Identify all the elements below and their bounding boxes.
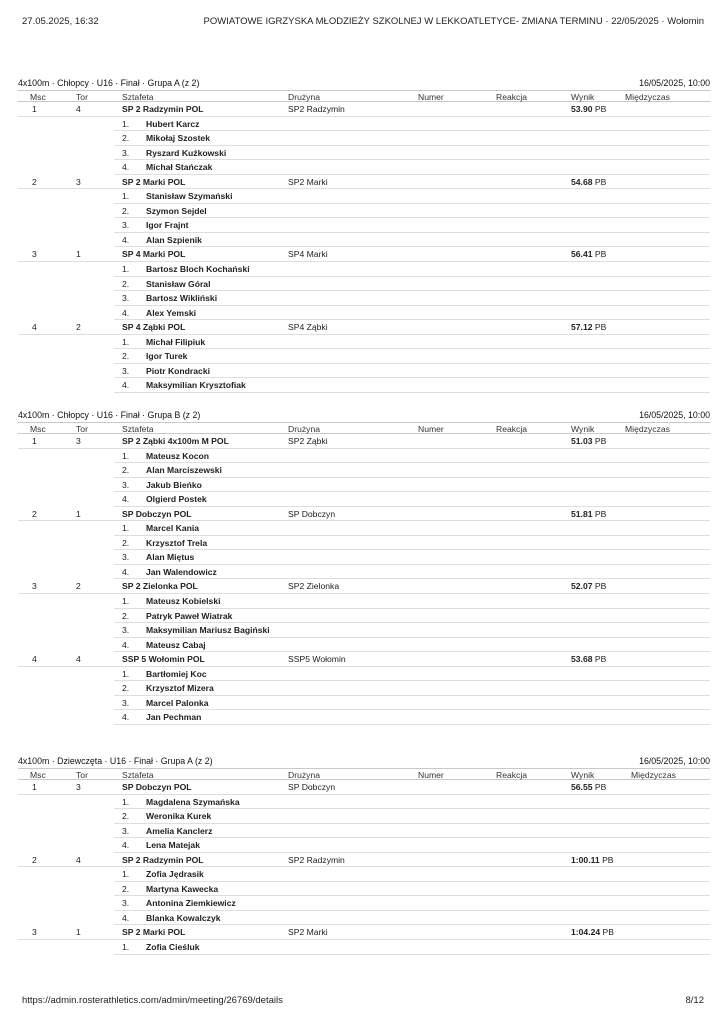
athlete-name: Stanisław Góral	[146, 278, 211, 289]
column-header-reakcja: Reakcja	[496, 770, 528, 780]
team-row	[18, 507, 710, 522]
print-footer	[22, 995, 704, 1009]
athlete-row	[114, 681, 710, 696]
leg-number: 3.	[122, 825, 130, 836]
result	[571, 853, 614, 868]
athlete-row	[114, 824, 710, 839]
leg-number: 3.	[122, 147, 130, 158]
athlete-row	[114, 882, 710, 897]
lane: 4	[76, 654, 81, 665]
leg-number: 3.	[122, 697, 130, 708]
athlete-name: Michał Stańczak	[146, 162, 213, 173]
column-header-tor: Tor	[76, 424, 88, 434]
leg-number: 4.	[122, 162, 130, 173]
column-header-wynik: Wynik	[571, 424, 595, 434]
leg-number: 4.	[122, 912, 130, 923]
relay-name: SP 2 Marki POL	[122, 927, 186, 938]
result-time: 53.90	[571, 104, 593, 114]
athlete-name: Bartosz Bloch Kochański	[146, 264, 250, 275]
event-title: 4x100m · Dziewczęta · U16 · Finał · Grupa A (z 2)	[18, 756, 213, 766]
athlete-name: Marcel Palonka	[146, 697, 209, 708]
relay-name: SP 4 Ząbki POL	[122, 322, 186, 333]
team-row	[18, 652, 710, 667]
team-row	[18, 247, 710, 262]
leg-number: 4.	[122, 566, 130, 577]
athlete-name: Martyna Kawecka	[146, 883, 219, 894]
place: 3	[32, 249, 37, 260]
athlete-row	[114, 335, 710, 350]
athlete-name: Michał Filipiuk	[146, 336, 206, 347]
result	[571, 102, 606, 117]
column-header-row	[18, 90, 710, 102]
athlete-name: Igor Turek	[146, 351, 188, 362]
athlete-name: Amelia Kanclerz	[146, 825, 213, 836]
team-name: SP Dobczyn	[288, 508, 336, 519]
page-url: https://admin.rosterathletics.com/admin/meeting/26769/details	[22, 995, 283, 1006]
athlete-row	[114, 160, 710, 175]
athlete-row	[114, 838, 710, 853]
leg-number: 2.	[122, 537, 130, 548]
leg-number: 1.	[122, 450, 130, 461]
relay-name: SP 4 Marki POL	[122, 249, 186, 260]
event-section	[18, 754, 710, 955]
event-section	[18, 76, 710, 393]
event-datetime: 16/05/2025, 10:00	[639, 410, 710, 420]
place: 1	[32, 104, 37, 114]
athlete-row	[114, 291, 710, 306]
pb-badge: PB	[594, 654, 607, 665]
leg-number: 1.	[122, 869, 130, 880]
print-title: POWIATOWE IGRZYSKA MŁODZIEŻY SZKOLNEJ W LEKKOATLETYCE- ZMIANA TERMINU · 22/05/2025 · Wołomin	[203, 16, 704, 27]
pb-badge: PB	[594, 581, 607, 592]
lane: 4	[76, 104, 81, 114]
place: 3	[32, 927, 37, 938]
athlete-name: Maksymilian Mariusz Bagiński	[146, 625, 270, 636]
result	[571, 925, 614, 940]
athlete-name: Hubert Karcz	[146, 118, 200, 129]
team-name: SP Dobczyn	[288, 782, 336, 792]
leg-number: 1.	[122, 596, 130, 607]
place: 2	[32, 176, 37, 187]
leg-number: 3.	[122, 898, 130, 909]
lane: 2	[76, 322, 81, 333]
result-time: 51.03	[571, 436, 593, 446]
leg-number: 4.	[122, 380, 130, 391]
lane: 4	[76, 854, 81, 865]
result	[571, 579, 606, 594]
event-datetime: 16/05/2025, 10:00	[639, 756, 710, 766]
athlete-name: Krzysztof Mizera	[146, 683, 214, 694]
athlete-name: Bartłomiej Koc	[146, 668, 207, 679]
event-title: 4x100m · Chłopcy · U16 · Finał · Grupa B (z 2)	[18, 410, 201, 420]
team-row	[18, 320, 710, 335]
place: 1	[32, 436, 37, 446]
leg-number: 2.	[122, 883, 130, 894]
team-name: SP2 Ząbki	[288, 436, 328, 446]
leg-number: 2.	[122, 811, 130, 822]
athlete-name: Alan Marciszewski	[146, 465, 222, 476]
athlete-name: Maksymilian Krysztofiak	[146, 380, 246, 391]
result-time: 56.55	[571, 782, 593, 792]
athlete-row	[114, 233, 710, 248]
column-header-numer: Numer	[418, 424, 444, 434]
athlete-row	[114, 795, 710, 810]
relay-name: SP 2 Radzymin POL	[122, 854, 204, 865]
result	[571, 652, 606, 667]
athlete-name: Mateusz Cabaj	[146, 639, 206, 650]
lane: 1	[76, 927, 81, 938]
athlete-name: Alex Yemski	[146, 307, 197, 318]
page-number: 8/12	[685, 995, 704, 1006]
leg-number: 3.	[122, 479, 130, 490]
athlete-name: Lena Matejak	[146, 840, 200, 851]
column-header-row	[18, 768, 710, 780]
team-name: SP2 Marki	[288, 176, 328, 187]
print-timestamp: 27.05.2025, 16:32	[22, 16, 99, 27]
athlete-name: Alan Miętus	[146, 552, 195, 563]
leg-number: 2.	[122, 133, 130, 144]
athlete-row	[114, 146, 710, 161]
athlete-row	[114, 364, 710, 379]
leg-number: 2.	[122, 683, 130, 694]
column-header-row	[18, 422, 710, 434]
relay-name: SP 2 Ząbki 4x100m M POL	[122, 436, 229, 446]
pb-badge: PB	[594, 782, 607, 792]
leg-number: 4.	[122, 307, 130, 318]
athlete-row	[114, 492, 710, 507]
column-header-reakcja: Reakcja	[496, 92, 528, 102]
athlete-name: Mateusz Kobielski	[146, 596, 221, 607]
event-title: 4x100m · Chłopcy · U16 · Finał · Grupa A (z 2)	[18, 78, 200, 88]
relay-name: SP Dobczyn POL	[122, 508, 192, 519]
column-header-sztafeta: Sztafeta	[122, 92, 154, 102]
result-time: 53.68	[571, 654, 593, 665]
column-header-msc: Msc	[30, 770, 46, 780]
relay-name: SSP 5 Wołomin POL	[122, 654, 205, 665]
athlete-name: Alan Szpienik	[146, 234, 202, 245]
athlete-row	[114, 349, 710, 364]
team-name: SP2 Radzymin	[288, 104, 345, 114]
leg-number: 1.	[122, 796, 130, 807]
relay-name: SP 2 Radzymin POL	[122, 104, 204, 114]
athlete-row	[114, 131, 710, 146]
leg-number: 1.	[122, 668, 130, 679]
column-header-sztafeta: Sztafeta	[122, 424, 154, 434]
pb-badge: PB	[594, 249, 607, 260]
lane: 1	[76, 508, 81, 519]
athlete-name: Antonina Ziemkiewicz	[146, 898, 236, 909]
column-header-numer: Numer	[418, 92, 444, 102]
athlete-name: Mateusz Kocon	[146, 450, 210, 461]
leg-number: 1.	[122, 264, 130, 275]
team-row	[18, 853, 710, 868]
leg-number: 3.	[122, 365, 130, 376]
result-time: 1:00.11	[571, 854, 600, 865]
leg-number: 1.	[122, 523, 130, 534]
athlete-name: Marcel Kania	[146, 523, 200, 534]
place: 2	[32, 854, 37, 865]
athlete-row	[114, 667, 710, 682]
athlete-name: Ryszard Kuźkowski	[146, 147, 227, 158]
athlete-row	[114, 609, 710, 624]
leg-number: 3.	[122, 625, 130, 636]
leg-number: 3.	[122, 293, 130, 304]
athlete-row	[114, 277, 710, 292]
result	[571, 507, 606, 522]
athlete-name: Szymon Sejdel	[146, 205, 207, 216]
team-row	[18, 434, 710, 449]
athlete-name: Magdalena Szymańska	[146, 796, 240, 807]
athlete-row	[114, 565, 710, 580]
athlete-name: Jan Walendowicz	[146, 566, 217, 577]
leg-number: 1.	[122, 191, 130, 202]
column-header-tor: Tor	[76, 92, 88, 102]
result-time: 56.41	[571, 249, 593, 260]
athlete-row	[114, 378, 710, 393]
team-name: SP2 Marki	[288, 927, 328, 938]
result-time: 52.07	[571, 581, 593, 592]
result	[571, 320, 606, 335]
relay-name: SP 2 Marki POL	[122, 176, 186, 187]
column-header-numer: Numer	[418, 770, 444, 780]
leg-number: 1.	[122, 942, 130, 953]
athlete-row	[114, 262, 710, 277]
athlete-row	[114, 940, 710, 955]
athlete-row	[114, 449, 710, 464]
leg-number: 3.	[122, 220, 130, 231]
event-section	[18, 408, 710, 725]
athlete-row	[114, 594, 710, 609]
leg-number: 2.	[122, 610, 130, 621]
column-header-druzyna: Drużyna	[288, 424, 320, 434]
leg-number: 4.	[122, 639, 130, 650]
athlete-name: Jakub Bieńko	[146, 479, 202, 490]
athlete-name: Stanisław Szymański	[146, 191, 233, 202]
athlete-row	[114, 896, 710, 911]
column-header-miedzyczas: Międzyczas	[625, 92, 670, 102]
lane: 3	[76, 782, 81, 792]
pb-badge: PB	[602, 927, 615, 938]
team-name: SP4 Marki	[288, 249, 328, 260]
leg-number: 2.	[122, 465, 130, 476]
print-header	[22, 16, 704, 30]
event-header	[18, 76, 710, 90]
athlete-row	[114, 117, 710, 132]
athlete-row	[114, 696, 710, 711]
result-time: 57.12	[571, 322, 593, 333]
athlete-row	[114, 218, 710, 233]
team-row	[18, 579, 710, 594]
place: 2	[32, 508, 37, 519]
relay-name: SP Dobczyn POL	[122, 782, 192, 792]
athlete-row	[114, 550, 710, 565]
athlete-name: Zofia Jędrasik	[146, 869, 204, 880]
athlete-name: Igor Frajnt	[146, 220, 189, 231]
result	[571, 247, 606, 262]
athlete-name: Weronika Kurek	[146, 811, 212, 822]
athlete-row	[114, 809, 710, 824]
leg-number: 4.	[122, 234, 130, 245]
column-header-tor: Tor	[76, 770, 88, 780]
pb-badge: PB	[594, 176, 607, 187]
team-name: SP2 Radzymin	[288, 854, 345, 865]
pb-badge: PB	[594, 436, 607, 446]
place: 4	[32, 322, 37, 333]
column-header-msc: Msc	[30, 424, 46, 434]
leg-number: 4.	[122, 494, 130, 505]
result	[571, 780, 606, 795]
athlete-name: Bartosz Wikliński	[146, 293, 218, 304]
result-time: 54.68	[571, 176, 593, 187]
athlete-row	[114, 867, 710, 882]
result-time: 1:04.24	[571, 927, 601, 938]
pb-badge: PB	[594, 104, 607, 114]
result	[571, 434, 606, 449]
team-row	[18, 925, 710, 940]
athlete-row	[114, 306, 710, 321]
athlete-row	[114, 463, 710, 478]
athlete-row	[114, 204, 710, 219]
athlete-row	[114, 521, 710, 536]
lane: 3	[76, 436, 81, 446]
event-datetime: 16/05/2025, 10:00	[639, 78, 710, 88]
team-row	[18, 780, 710, 795]
athlete-name: Krzysztof Trela	[146, 537, 208, 548]
lane: 2	[76, 581, 81, 592]
athlete-row	[114, 911, 710, 926]
leg-number: 4.	[122, 840, 130, 851]
athlete-name: Blanka Kowalczyk	[146, 912, 221, 923]
athlete-row	[114, 536, 710, 551]
leg-number: 4.	[122, 712, 130, 723]
column-header-msc: Msc	[30, 92, 46, 102]
result	[571, 175, 606, 190]
column-header-reakcja: Reakcja	[496, 424, 528, 434]
place: 4	[32, 654, 37, 665]
athlete-name: Jan Pechman	[146, 712, 202, 723]
leg-number: 2.	[122, 205, 130, 216]
pb-badge: PB	[594, 508, 607, 519]
column-header-wynik: Wynik	[571, 92, 595, 102]
column-header-druzyna: Drużyna	[288, 92, 320, 102]
event-header	[18, 754, 710, 768]
athlete-name: Zofia Cieśluk	[146, 942, 200, 953]
team-row	[18, 102, 710, 117]
column-header-druzyna: Drużyna	[288, 770, 320, 780]
athlete-name: Patryk Paweł Wiatrak	[146, 610, 233, 621]
athlete-row	[114, 710, 710, 725]
result-time: 51.81	[571, 508, 593, 519]
lane: 1	[76, 249, 81, 260]
pb-badge: PB	[594, 322, 607, 333]
leg-number: 3.	[122, 552, 130, 563]
place: 3	[32, 581, 37, 592]
athlete-name: Olgierd Postek	[146, 494, 207, 505]
leg-number: 1.	[122, 336, 130, 347]
lane: 3	[76, 176, 81, 187]
leg-number: 2.	[122, 278, 130, 289]
event-header	[18, 408, 710, 422]
athlete-row	[114, 623, 710, 638]
athlete-name: Mikołaj Szostek	[146, 133, 210, 144]
pb-badge: PB	[602, 854, 614, 865]
column-header-miedzyczas: Międzyczas	[631, 770, 676, 780]
athlete-row	[114, 189, 710, 204]
athlete-row	[114, 638, 710, 653]
column-header-miedzyczas: Międzyczas	[625, 424, 670, 434]
relay-name: SP 2 Zielonka POL	[122, 581, 198, 592]
team-name: SSP5 Wołomin	[288, 654, 346, 665]
column-header-sztafeta: Sztafeta	[122, 770, 154, 780]
column-header-wynik: Wynik	[571, 770, 595, 780]
team-name: SP2 Zielonka	[288, 581, 340, 592]
leg-number: 1.	[122, 118, 130, 129]
team-name: SP4 Ząbki	[288, 322, 328, 333]
athlete-row	[114, 478, 710, 493]
place: 1	[32, 782, 37, 792]
team-row	[18, 175, 710, 190]
leg-number: 2.	[122, 351, 130, 362]
athlete-name: Piotr Kondracki	[146, 365, 210, 376]
